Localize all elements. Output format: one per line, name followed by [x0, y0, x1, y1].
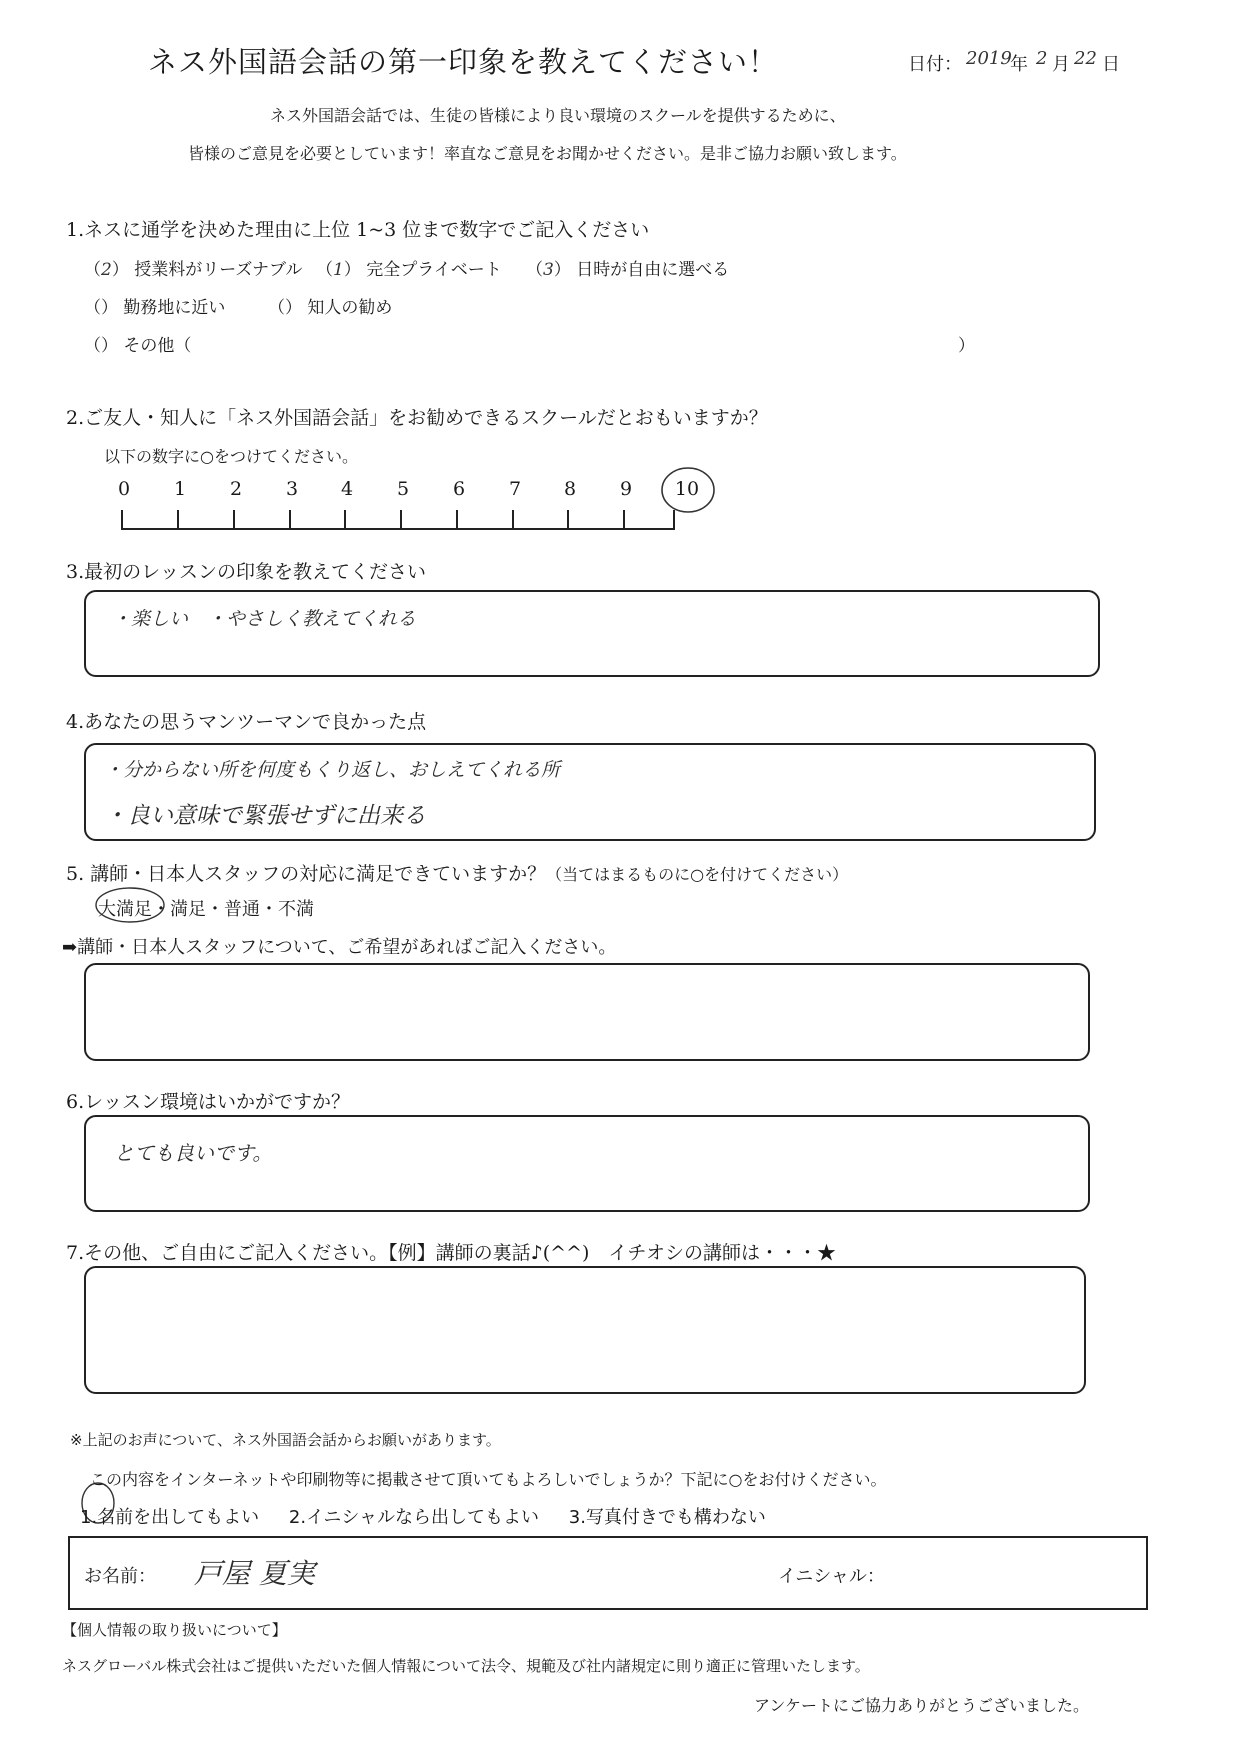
q4-answer-line-1: ・分からない所を何度もくり返し、おしえてくれる所	[104, 759, 561, 781]
q5-options	[98, 895, 314, 921]
q4-answer-box[interactable]	[84, 743, 1096, 841]
q5-separator: ・	[260, 899, 278, 920]
name-label: お名前：	[84, 1566, 156, 1587]
q4-question: 4.あなたの思うマンツーマンで良かった点	[66, 711, 427, 733]
q1-rank-mark[interactable]: 3	[543, 260, 554, 280]
q1-option-private[interactable]: （1） 完全プライベート	[316, 260, 502, 280]
q1-option-other[interactable]: （） その他（	[84, 336, 192, 356]
q6-answer-box[interactable]	[84, 1115, 1090, 1212]
q1-option-label: 知人の勧め	[307, 298, 393, 318]
q5-question	[66, 859, 848, 886]
name-field[interactable]: 戸屋 夏実	[194, 1557, 315, 1590]
date-day-unit: 日	[1102, 54, 1120, 75]
scale-number-2[interactable]: 2	[229, 478, 243, 500]
q5-separator: ・	[152, 899, 170, 920]
q1-option-label: 授業料がリーズナブル	[134, 260, 303, 280]
q1-option-label: 勤務地に近い	[123, 298, 226, 318]
privacy-text: ネスグローバル株式会社はご提供いただいた個人情報について法令、規範及び社内諸規定に則り適正に管理いたします。	[62, 1657, 870, 1675]
q1-option-near-work[interactable]: （） 勤務地に近い	[84, 298, 226, 318]
q5-answer-box[interactable]	[84, 963, 1090, 1061]
consent-options	[80, 1503, 920, 1529]
initial-label: イニシャル：	[778, 1566, 885, 1587]
date-month-unit: 月	[1052, 54, 1070, 75]
scale-number-10[interactable]: 10	[674, 478, 700, 500]
scale-number-8[interactable]: 8	[563, 478, 577, 500]
q6-answer-text: とても良いです。	[114, 1141, 273, 1165]
q2-instruction: 以下の数字に○をつけてください。	[104, 447, 358, 466]
q5-question-note: （当てはまるものに○を付けてください）	[546, 865, 849, 884]
page-title: ネス外国語会話の第一印象を教えてください！	[148, 45, 779, 79]
q3-question: 3.最初のレッスンの印象を教えてください	[66, 561, 426, 583]
q2-question: 2.ご友人・知人に「ネス外国語会話」をお勧めできるスクールだとおもいますか？	[66, 407, 768, 429]
scale-number-7[interactable]: 7	[508, 478, 522, 500]
q1-option-label: 完全プライベート	[366, 260, 502, 280]
consent-option-photo[interactable]: 3.写真付きでも構わない	[568, 1507, 766, 1528]
q5-sub-question: ➡講師・日本人スタッフについて、ご希望があればご記入ください。	[62, 937, 617, 958]
date-label: 日付：	[908, 54, 962, 75]
date-year[interactable]: 2019	[966, 48, 1012, 69]
q5-question-text: 5. 講師・日本人スタッフの対応に満足できていますか？	[66, 863, 547, 885]
q1-option-referral[interactable]: （） 知人の勧め	[268, 298, 393, 318]
q7-question: 7.その他、ご自由にご記入ください。【例】講師の裏話♪(^^) イチオシの講師は・・・★	[66, 1242, 837, 1264]
intro-line-2: 皆様のご意見を必要としています！率直なご意見をお聞かせください。是非ご協力お願い致します。	[188, 144, 907, 163]
q6-question: 6.レッスン環境はいかがですか？	[66, 1091, 350, 1113]
q1-option-flexible[interactable]: （3） 日時が自由に選べる	[526, 260, 730, 280]
consent-request: この内容をインターネットや印刷物等に掲載させて頂いてもよろしいでしょうか？下記に○をお付けください。	[90, 1470, 887, 1489]
privacy-heading: 【個人情報の取り扱いについて】	[62, 1621, 287, 1639]
consent-notice: ※上記のお声について、ネス外国語会話からお願いがあります。	[70, 1431, 501, 1449]
consent-option-initial[interactable]: 2.イニシャルなら出してもよい	[288, 1507, 540, 1528]
intro-line-1: ネス外国語会話では、生徒の皆様により良い環境のスクールを提供するために、	[270, 106, 846, 125]
scale-number-3[interactable]: 3	[285, 478, 299, 500]
q5-option-very-satisfied[interactable]: 大満足	[98, 899, 152, 920]
signature-box	[68, 1536, 1148, 1610]
q1-option-tuition[interactable]: （2） 授業料がリーズナブル	[84, 260, 303, 280]
consent-option-name[interactable]: 1.名前を出してもよい	[80, 1507, 260, 1528]
scale-number-1[interactable]: 1	[173, 478, 187, 500]
q3-answer-text: ・楽しい ・やさしく教えてくれる	[112, 608, 417, 630]
q7-answer-box[interactable]	[84, 1266, 1086, 1394]
q1-rank-mark[interactable]: 2	[101, 260, 112, 280]
q1-other-close: ）	[958, 336, 975, 356]
date-day[interactable]: 22	[1074, 48, 1097, 69]
scale-number-0[interactable]: 0	[117, 478, 131, 500]
scale-number-5[interactable]: 5	[396, 478, 410, 500]
q1-option-label: 日時が自由に選べる	[576, 260, 730, 280]
scale-number-9[interactable]: 9	[619, 478, 633, 500]
scale-selection-circle	[662, 468, 714, 512]
scale-number-6[interactable]: 6	[452, 478, 466, 500]
scale-number-4[interactable]: 4	[340, 478, 354, 500]
q1-rank-mark[interactable]: 1	[333, 260, 344, 280]
q5-option-normal[interactable]: 普通	[224, 899, 260, 920]
date-month[interactable]: 2	[1036, 48, 1048, 69]
date-year-unit: 年	[1010, 54, 1028, 75]
q3-answer-box[interactable]	[84, 590, 1100, 677]
q5-option-dissatisfied[interactable]: 不満	[278, 899, 314, 920]
thanks-message: アンケートにご協力ありがとうございました。	[754, 1696, 1090, 1715]
q1-option-label: その他（	[123, 336, 192, 356]
q5-separator: ・	[206, 899, 224, 920]
q4-answer-line-2: ・良い意味で緊張せずに出来る	[104, 803, 426, 829]
q5-option-satisfied[interactable]: 満足	[170, 899, 206, 920]
q1-question: 1.ネスに通学を決めた理由に上位 1~3 位まで数字でご記入ください	[66, 219, 650, 241]
